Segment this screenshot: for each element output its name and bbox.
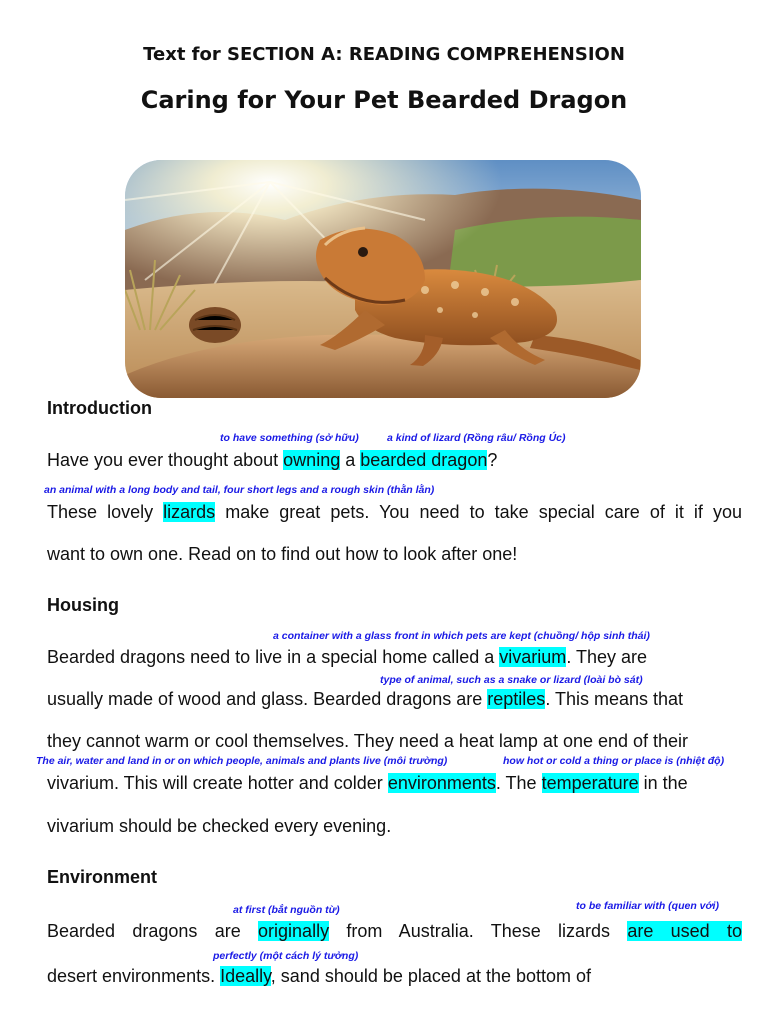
housing-line-2: usually made of wood and glass. Bearded dragons are reptiles. This means that <box>47 689 684 709</box>
housing-line-1: Bearded dragons need to live in a special home called a vivarium. They are <box>47 647 648 667</box>
highlight-ideally: Ideally <box>220 966 271 986</box>
highlight-originally: originally <box>258 921 330 941</box>
housing-line-4: vivarium. This will create hotter and colder environments. The temperature in the <box>47 773 688 793</box>
note-vivarium: a container with a glass front in which pets are kept (chuồng/ hộp sinh thái) <box>273 630 650 642</box>
intro-line-1: Have you ever thought about owning a bearded dragon? <box>47 450 498 470</box>
bearded-dragon-photo <box>125 160 641 398</box>
note-owning: to have something (sở hữu) <box>220 432 359 444</box>
intro-line-3: want to own one. Read on to find out how to look after one! <box>47 544 518 564</box>
highlight-lizards: lizards <box>163 502 216 522</box>
note-environments: The air, water and land in or on which people, animals and plants live (môi trường) <box>36 755 448 767</box>
housing-line-5: vivarium should be checked every evening. <box>47 816 392 836</box>
housing-line-3: they cannot warm or cool themselves. They need a heat lamp at one end of their <box>47 731 689 751</box>
note-reptiles: type of animal, such as a snake or lizard (loài bò sát) <box>380 674 643 686</box>
note-lizards: an animal with a long body and tail, four short legs and a rough skin (thằn lằn) <box>44 484 435 496</box>
intro-line-2: These lovely lizards make great pets. You need to take special care of it if you <box>47 502 742 522</box>
environment-line-2: desert environments. Ideally, sand should be placed at the bottom of <box>47 966 592 986</box>
section-label: Text for SECTION A: READING COMPREHENSION <box>143 44 625 65</box>
note-used-to: to be familiar with (quen với) <box>576 900 719 912</box>
highlight-temperature: temperature <box>541 773 639 793</box>
heading-housing: Housing <box>47 595 119 615</box>
note-bearded-dragon: a kind of lizard (Rồng râu/ Rồng Úc) <box>387 432 566 444</box>
highlight-environments: environments <box>387 773 496 793</box>
heading-introduction: Introduction <box>47 398 152 418</box>
highlight-bearded-dragon: bearded dragon <box>360 450 488 470</box>
note-ideally: perfectly (một cách lý tưởng) <box>213 950 359 962</box>
note-originally: at first (bắt nguồn từ) <box>233 904 340 916</box>
heading-environment: Environment <box>47 867 158 887</box>
highlight-reptiles: reptiles <box>487 689 546 709</box>
highlight-owning: owning <box>283 450 341 470</box>
highlight-are-used-to: are used to <box>627 921 743 941</box>
environment-line-1: Bearded dragons are originally from Australia. These lizards are used to <box>47 921 743 941</box>
highlight-vivarium: vivarium <box>499 647 567 667</box>
note-temperature: how hot or cold a thing or place is (nhiệt độ) <box>503 755 725 767</box>
document-title: Caring for Your Pet Bearded Dragon <box>140 86 628 114</box>
